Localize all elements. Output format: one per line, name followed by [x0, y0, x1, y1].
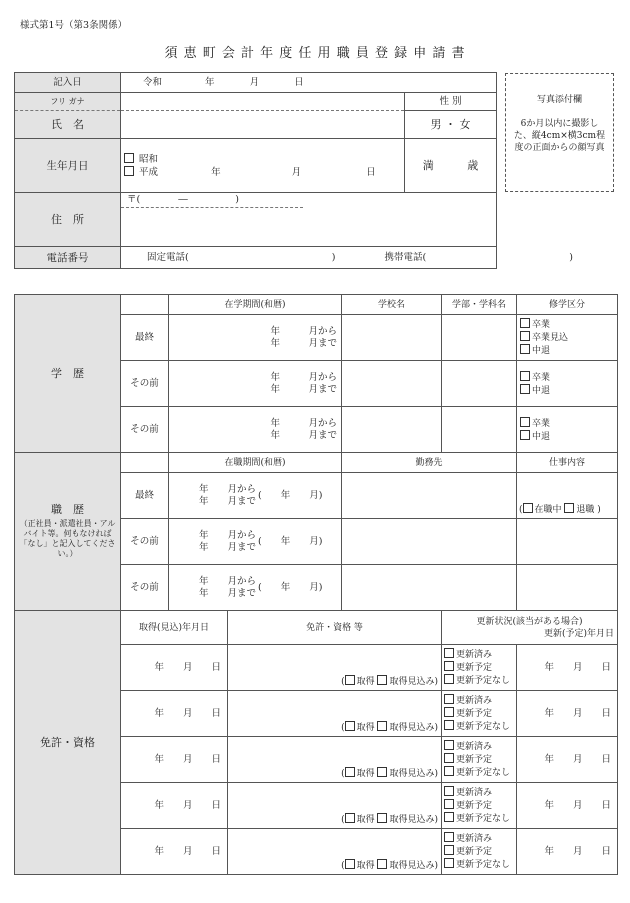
age-prefix: 満: [422, 158, 434, 172]
acquired-option: 取得: [356, 769, 375, 779]
birth-field[interactable]: [121, 139, 405, 193]
lic-date-field[interactable]: 年 月 日: [121, 691, 228, 737]
edu-status-field[interactable]: [517, 407, 618, 453]
edu-period-field[interactable]: [169, 361, 342, 407]
history-table: [14, 294, 618, 875]
work-row-label: その前: [121, 519, 169, 565]
lic-renew-status-field[interactable]: [442, 829, 517, 875]
edu-status-option: 卒業: [532, 372, 551, 383]
lic-date-field[interactable]: 年 月 日: [121, 737, 228, 783]
acquired-4-checkbox[interactable]: [345, 859, 355, 869]
work-duration: ( 年 月): [258, 536, 323, 547]
edu-header-status: 修学区分: [517, 295, 618, 315]
renew-option: 更新済み: [456, 696, 493, 706]
edu-status-option: 中退: [532, 346, 551, 356]
edu-row-label: その前: [121, 361, 169, 407]
education-label: 学 歴: [15, 295, 121, 453]
renew-option: 更新予定なし: [456, 814, 511, 824]
renew-4-0-checkbox[interactable]: [444, 832, 454, 842]
photo-title: 写真添付欄: [536, 95, 582, 105]
work-employer-field[interactable]: [342, 519, 517, 565]
work-from: 年 月から: [199, 529, 257, 541]
edu-status-option: 中退: [532, 385, 551, 396]
lic-header-renew-date: 更新(予定)年月日: [543, 628, 614, 639]
edu-header-dept: 学部・学科名: [442, 295, 517, 315]
edu-2-opt-1-checkbox[interactable]: [520, 430, 530, 440]
mobile-label: 携帯電話(: [384, 251, 427, 263]
postal-code: 〒( ― ): [121, 193, 303, 208]
edu-status-option: 卒業: [532, 418, 551, 429]
edu-status-option: 卒業見込: [532, 333, 569, 343]
name-field[interactable]: [121, 111, 405, 139]
edu-0-opt-0-checkbox[interactable]: [520, 318, 530, 328]
lic-name-field[interactable]: ( 取得 取得見込み): [228, 737, 442, 783]
expected-option: 取得見込み: [389, 677, 435, 687]
lic-date-field[interactable]: 年 月 日: [121, 829, 228, 875]
expected-3-checkbox[interactable]: [377, 813, 387, 823]
expected-option: 取得見込み: [389, 815, 435, 825]
edu-period-field[interactable]: [169, 407, 342, 453]
lic-header-renew-status: 更新状況(該当がある場合): [476, 616, 583, 627]
lic-date-field[interactable]: 年 月 日: [121, 645, 228, 691]
work-to: 年 月まで: [199, 495, 257, 507]
renew-option: 更新予定なし: [456, 676, 511, 686]
renew-option: 更新予定なし: [456, 860, 511, 870]
renew-option: 更新予定なし: [456, 768, 511, 778]
entry-year: 年: [205, 76, 215, 88]
renew-1-1-checkbox[interactable]: [444, 707, 454, 717]
age-suffix: 歳: [467, 158, 479, 172]
lic-name-field[interactable]: ( 取得 取得見込み): [228, 645, 442, 691]
renew-3-0-checkbox[interactable]: [444, 786, 454, 796]
retired-checkbox[interactable]: [564, 503, 574, 513]
renew-option: 更新予定: [456, 801, 493, 811]
acquired-0-checkbox[interactable]: [345, 675, 355, 685]
lic-renew-status-field[interactable]: [442, 645, 517, 691]
edu-header-school: 学校名: [342, 295, 442, 315]
renew-2-1-checkbox[interactable]: [444, 753, 454, 763]
work-to: 年 月まで: [199, 587, 257, 599]
entry-day: 日: [294, 76, 304, 88]
address-field[interactable]: [121, 193, 497, 247]
acquired-option: 取得: [356, 723, 375, 733]
edu-dept-field[interactable]: [442, 315, 517, 361]
renew-1-0-checkbox[interactable]: [444, 694, 454, 704]
phone-label: 電話番号: [15, 247, 121, 269]
work-header-period: 在職期間(和暦): [169, 453, 342, 473]
renew-option: 更新済み: [456, 834, 493, 844]
lic-header-date: 取得(見込)年月日: [121, 611, 228, 645]
form-number: 様式第1号（第3条関係）: [20, 20, 128, 31]
renew-0-2-checkbox[interactable]: [444, 674, 454, 684]
work-header-employer: 勤務先: [342, 453, 517, 473]
phone-field[interactable]: [121, 247, 573, 269]
lic-renew-date-field[interactable]: 年 月 日: [517, 783, 618, 829]
edu-school-field[interactable]: [342, 315, 442, 361]
lic-renew-date-field[interactable]: 年 月 日: [517, 829, 618, 875]
renew-option: 更新済み: [456, 788, 493, 798]
photo-box: [505, 73, 614, 192]
lic-renew-date-field[interactable]: 年 月 日: [517, 645, 618, 691]
edu-1-opt-0-checkbox[interactable]: [520, 371, 530, 381]
gender-label: 性 別: [405, 93, 497, 111]
lic-renew-status-field[interactable]: [442, 691, 517, 737]
mobile-close: ): [569, 251, 573, 263]
entry-date-field[interactable]: [121, 73, 497, 93]
gender-value[interactable]: 男 ・ 女: [405, 111, 497, 139]
birth-month: 月: [291, 166, 302, 178]
birth-label: 生年月日: [15, 139, 121, 193]
work-period-field[interactable]: [169, 565, 342, 611]
entry-date-label: 記入日: [15, 73, 121, 93]
edu-dept-field[interactable]: [442, 361, 517, 407]
acquired-option: 取得: [356, 861, 375, 871]
edu-row-label: その前: [121, 407, 169, 453]
edu-dept-field[interactable]: [442, 407, 517, 453]
edu-header-blank: [121, 295, 169, 315]
work-period-field[interactable]: [169, 473, 342, 519]
renew-0-0-checkbox[interactable]: [444, 648, 454, 658]
lic-renew-status-field[interactable]: [442, 783, 517, 829]
entry-month: 月: [249, 76, 260, 88]
edu-to: 年 月まで: [270, 429, 337, 441]
page-title: 須 恵 町 会 計 年 度 任 用 職 員 登 録 申 請 書: [164, 46, 466, 61]
work-header-blank: [121, 453, 169, 473]
expected-option: 取得見込み: [389, 769, 435, 779]
lic-header-name: 免許・資格 等: [228, 611, 442, 645]
expected-option: 取得見込み: [389, 861, 435, 871]
work-content-field[interactable]: ( 在職中 退職 ): [517, 473, 618, 519]
edu-status-field[interactable]: [517, 315, 618, 361]
renew-option: 更新予定: [456, 663, 493, 673]
edu-0-opt-1-checkbox[interactable]: [520, 331, 530, 341]
lic-name-field[interactable]: ( 取得 取得見込み): [228, 829, 442, 875]
work-to: 年 月まで: [199, 541, 257, 553]
edu-header-period: 在学期間(和暦): [169, 295, 342, 315]
lic-date-field[interactable]: 年 月 日: [121, 783, 228, 829]
landline-label: 固定電話(: [147, 251, 189, 263]
birth-year: 年: [211, 166, 221, 178]
work-content-field[interactable]: [517, 565, 618, 611]
edu-status-option: 卒業: [532, 320, 551, 330]
acquired-2-checkbox[interactable]: [345, 767, 355, 777]
edu-from: 年 月から: [270, 371, 337, 383]
employed-option: 在職中: [534, 504, 562, 515]
photo-desc: 6か月以内に撮影した、縦4cm×横3cm程度の正面からの顔写真: [513, 119, 606, 153]
work-row-label: 最終: [121, 473, 169, 519]
showa-checkbox[interactable]: [124, 153, 134, 163]
edu-from: 年 月から: [270, 417, 337, 429]
furigana-label: フリ ガナ: [15, 93, 121, 111]
age-field[interactable]: [405, 139, 497, 193]
expected-2-checkbox[interactable]: [377, 767, 387, 777]
renew-option: 更新済み: [456, 742, 493, 752]
heisei-checkbox[interactable]: [124, 166, 134, 176]
work-period-field[interactable]: [169, 519, 342, 565]
renew-option: 更新予定なし: [456, 722, 511, 732]
acquired-1-checkbox[interactable]: [345, 721, 355, 731]
edu-0-opt-2-checkbox[interactable]: [520, 344, 530, 354]
work-from: 年 月から: [199, 575, 257, 587]
work-from: 年 月から: [199, 483, 257, 495]
edu-school-field[interactable]: [342, 407, 442, 453]
era-showa: 昭和: [139, 153, 159, 165]
furigana-field[interactable]: [121, 93, 405, 111]
lic-name-field[interactable]: ( 取得 取得見込み): [228, 783, 442, 829]
employed-checkbox[interactable]: [523, 503, 533, 513]
work-label-cell: [15, 453, 121, 611]
work-employer-field[interactable]: [342, 473, 517, 519]
edu-1-opt-1-checkbox[interactable]: [520, 384, 530, 394]
edu-to: 年 月まで: [270, 337, 337, 349]
acquired-3-checkbox[interactable]: [345, 813, 355, 823]
lic-renew-date-field[interactable]: 年 月 日: [517, 691, 618, 737]
edu-status-option: 中退: [532, 431, 551, 442]
renew-2-0-checkbox[interactable]: [444, 740, 454, 750]
license-label: 免許・資格: [15, 611, 121, 875]
address-label: 住 所: [15, 193, 121, 247]
acquired-option: 取得: [356, 677, 375, 687]
edu-school-field[interactable]: [342, 361, 442, 407]
lic-name-field[interactable]: ( 取得 取得見込み): [228, 691, 442, 737]
renew-option: 更新予定: [456, 709, 493, 719]
lic-renew-status-field[interactable]: [442, 737, 517, 783]
renew-option: 更新予定: [456, 847, 493, 857]
work-label: 職 歴: [51, 503, 84, 516]
renew-2-2-checkbox[interactable]: [444, 766, 454, 776]
edu-2-opt-0-checkbox[interactable]: [520, 417, 530, 427]
landline-close: ): [331, 251, 336, 263]
work-duration: ( 年 月): [258, 490, 323, 501]
era-reiwa: 令和: [143, 76, 163, 88]
renew-4-2-checkbox[interactable]: [444, 858, 454, 868]
expected-1-checkbox[interactable]: [377, 721, 387, 731]
expected-4-checkbox[interactable]: [377, 859, 387, 869]
work-employer-field[interactable]: [342, 565, 517, 611]
work-content-field[interactable]: [517, 519, 618, 565]
work-header-content: 仕事内容: [517, 453, 618, 473]
renew-0-1-checkbox[interactable]: [444, 661, 454, 671]
renew-3-2-checkbox[interactable]: [444, 812, 454, 822]
renew-1-2-checkbox[interactable]: [444, 720, 454, 730]
edu-from: 年 月から: [270, 325, 337, 337]
renew-option: 更新済み: [456, 650, 493, 660]
acquired-option: 取得: [356, 815, 375, 825]
lic-header-renew: [442, 611, 618, 645]
edu-period-field[interactable]: [169, 315, 342, 361]
renew-3-1-checkbox[interactable]: [444, 799, 454, 809]
work-duration: ( 年 月): [258, 582, 323, 593]
retired-option: 退職: [576, 504, 595, 515]
work-note: （正社員・派遣社員・アルバイト等。何もなければ「なし」と記入してください。）: [19, 519, 116, 558]
era-heisei: 平成: [139, 166, 159, 178]
expected-option: 取得見込み: [389, 723, 435, 733]
edu-to: 年 月まで: [270, 383, 337, 395]
lic-renew-date-field[interactable]: 年 月 日: [517, 737, 618, 783]
expected-0-checkbox[interactable]: [377, 675, 387, 685]
birth-day: 日: [366, 166, 376, 178]
work-row-label: その前: [121, 565, 169, 611]
edu-status-field[interactable]: [517, 361, 618, 407]
renew-option: 更新予定: [456, 755, 493, 765]
name-label: 氏 名: [15, 111, 121, 139]
renew-4-1-checkbox[interactable]: [444, 845, 454, 855]
edu-row-label: 最終: [121, 315, 169, 361]
